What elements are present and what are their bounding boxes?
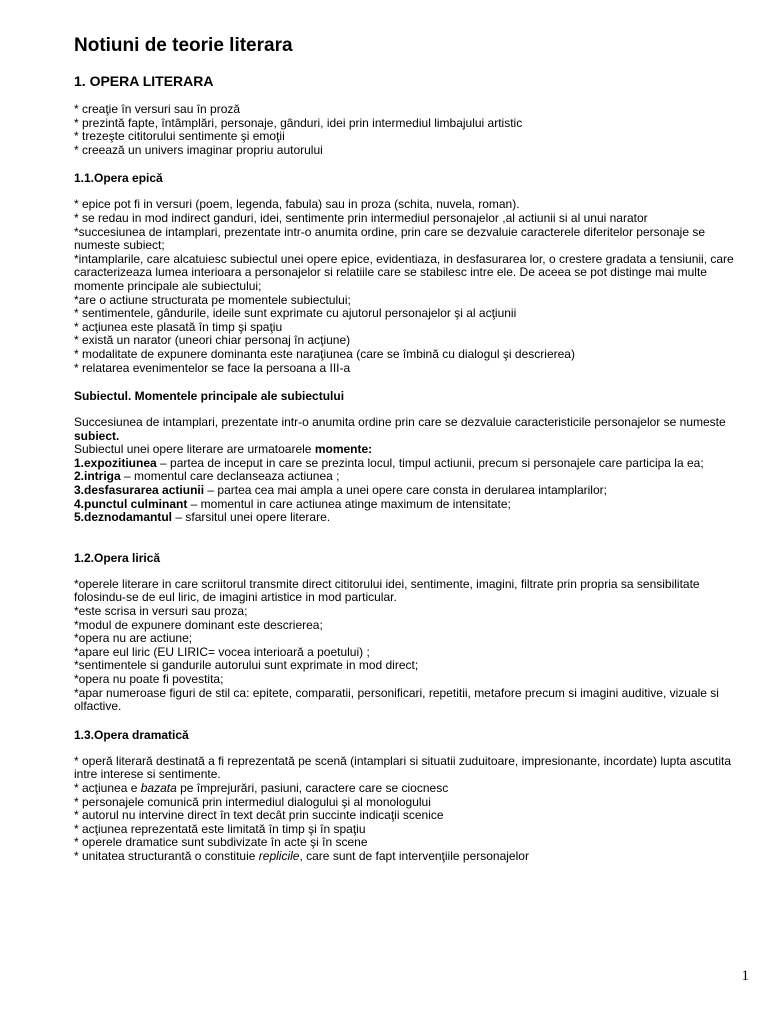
moment-desc: – sfarsitul unei opere literare. — [172, 510, 331, 525]
document-page — [74, 34, 754, 864]
list-item: *intamplarile, care alcatuiesc subiectul unei opere epice, evidentiaza, in desfasurarea lor, o crestere gradata a tensiunii, care caracterizeaza lumea interioara a personajelor si relatiile care se stabilesc intre ele. De aceea se pot distinge mai multe momente principale ale subiectului; — [74, 251, 734, 293]
list-item: * acţiunea este plasată în timp şi spaţiu — [74, 319, 283, 334]
moment-item — [74, 484, 754, 498]
subiect-line2-bold: momente: — [314, 442, 373, 457]
moment-term: 4.punctul culminant — [74, 496, 188, 511]
list-item: * personajele comunică prin intermediul dialogului şi al monologului — [74, 794, 431, 809]
list-item: * sentimentele, gândurile, ideile sunt exprimate cu ajutorul personajelor şi al acţiunii — [74, 306, 517, 321]
section-heading-opera-dramatica: 1.3.Opera dramatică — [74, 727, 189, 742]
opera-lirica-list — [74, 578, 754, 714]
section-heading-opera-literara: 1. OPERA LITERARA — [74, 73, 214, 89]
list-item: * există un narator (uneori chiar personaj în acţiune) — [74, 333, 351, 348]
list-item: *este scrisa in versuri sau proza; — [74, 604, 248, 619]
list-item — [74, 782, 754, 796]
opera-dramatica-list — [74, 755, 754, 864]
section-heading-opera-lirica: 1.2.Opera lirică — [74, 550, 161, 565]
list-item: *are o actiune structurata pe momentele subiectului; — [74, 292, 351, 307]
opera-epica-list — [74, 198, 754, 375]
moment-desc: – momentul care declanseaza actiunea ; — [120, 469, 340, 484]
moment-term: 3.desfasurarea actiunii — [74, 483, 205, 498]
list-item: *opera nu poate fi povestita; — [74, 672, 224, 686]
list-item: *sentimentele si gandurile autorului sunt exprimate in mod direct; — [74, 658, 419, 673]
list-item-emphasis: bazata — [140, 780, 177, 795]
list-item: * se redau in mod indirect ganduri, idei, sentimente prin intermediul personajelor ,al actiunii si al unui narator — [74, 210, 648, 225]
subiect-intro-bold: subiect. — [74, 428, 120, 443]
subiect-intro — [74, 416, 754, 443]
subiect-momente-intro — [74, 443, 754, 457]
list-item: *apar numeroase figuri de stil ca: epitete, comparatii, personificari, repetitii, metafore precum si imagini auditive, vizuale si olfactive. — [74, 685, 719, 714]
opera-literara-list — [74, 103, 754, 157]
section-heading-subiect: Subiectul. Momentele principale ale subiectului — [74, 389, 345, 404]
moment-item — [74, 498, 754, 512]
list-item: *opera nu are actiune; — [74, 631, 193, 646]
moment-item — [74, 511, 754, 525]
list-item: *operele literare in care scriitorul transmite direct cititorului idei, sentimente, imagini, filtrate prin propria sa sensibilitate folosindu-se de eul liric, de imagini artistice in mod particular. — [74, 576, 700, 605]
list-item: * prezintă fapte, întâmplări, personaje, gânduri, idei prin intermediul limbajului artistic — [74, 115, 523, 130]
list-item-text: * acţiunea e — [74, 780, 141, 795]
list-item: * trezeşte cititorului sentimente şi emoţii — [74, 129, 285, 144]
list-item: * acţiunea reprezentată este limitată în timp şi în spaţiu — [74, 821, 366, 836]
list-item: * modalitate de expunere dominanta este naraţiunea (care se îmbină cu dialogul şi descrierea) — [74, 346, 575, 361]
moment-term: 5.deznodamantul — [74, 510, 173, 525]
list-item-text: , care sunt de fapt intervenţiile personajelor — [299, 848, 529, 863]
page-number: 1 — [741, 968, 749, 984]
list-item: * creează un univers imaginar propriu autorului — [74, 142, 323, 157]
list-item: *succesiunea de intamplari, prezentate intr-o anumita ordine, prin care se dezvaluie caracterele diferitelor personaje se numeste subiect; — [74, 224, 706, 253]
list-item: *apare eul liric (EU LIRIC= vocea interioară a poetului) ; — [74, 644, 370, 659]
moment-item — [74, 470, 754, 484]
list-item: *modul de expunere dominant este descrierea; — [74, 617, 323, 632]
list-item: * operă literară destinată a fi reprezentată pe scenă (intamplari si situatii zuduitoare, impresionante, incordate) lupta ascutita intre interese si sentimente. — [74, 753, 732, 782]
list-item: * autorul nu intervine direct în text decât prin succinte indicaţii scenice — [74, 808, 444, 823]
subiect-block — [74, 416, 754, 525]
subiect-line2-text: Subiectul unei opere literare are urmatoarele — [74, 442, 315, 457]
moment-desc: – partea de inceput in care se prezinta locul, timpul actiunii, precum si personajele care participa la ea; — [156, 455, 704, 470]
list-item: * relatarea evenimentelor se face la persoana a III-a — [74, 360, 351, 375]
spacer — [74, 525, 754, 551]
subiect-intro-text: Succesiunea de intamplari, prezentate intr-o anumita ordine prin care se dezvaluie caracteristicile personajelor se numeste — [74, 415, 726, 430]
list-item — [74, 850, 754, 864]
section-heading-opera-epica: 1.1.Opera epică — [74, 171, 163, 186]
document-title: Notiuni de teorie literara — [74, 35, 293, 56]
list-item-emphasis: replicile — [258, 848, 300, 863]
list-item: * creaţie în versuri sau în proză — [74, 102, 241, 116]
moment-term: 2.intriga — [74, 469, 121, 484]
list-item: * operele dramatice sunt subdivizate în acte şi în scene — [74, 835, 368, 850]
moment-desc: – partea cea mai ampla a unei opere care consta in derularea intamplarilor; — [204, 483, 607, 498]
list-item-text: * unitatea structurantă o constituie — [74, 848, 259, 863]
moment-desc: – momentul in care actiunea atinge maximum de intensitate; — [187, 496, 511, 511]
list-item-text: pe împrejurări, pasiuni, caractere care se ciocnesc — [176, 780, 449, 795]
moment-term: 1.expozitiunea — [74, 455, 157, 470]
list-item: * epice pot fi in versuri (poem, legenda, fabula) sau in proza (schita, nuvela, roman). — [74, 197, 520, 212]
moment-item — [74, 457, 754, 471]
